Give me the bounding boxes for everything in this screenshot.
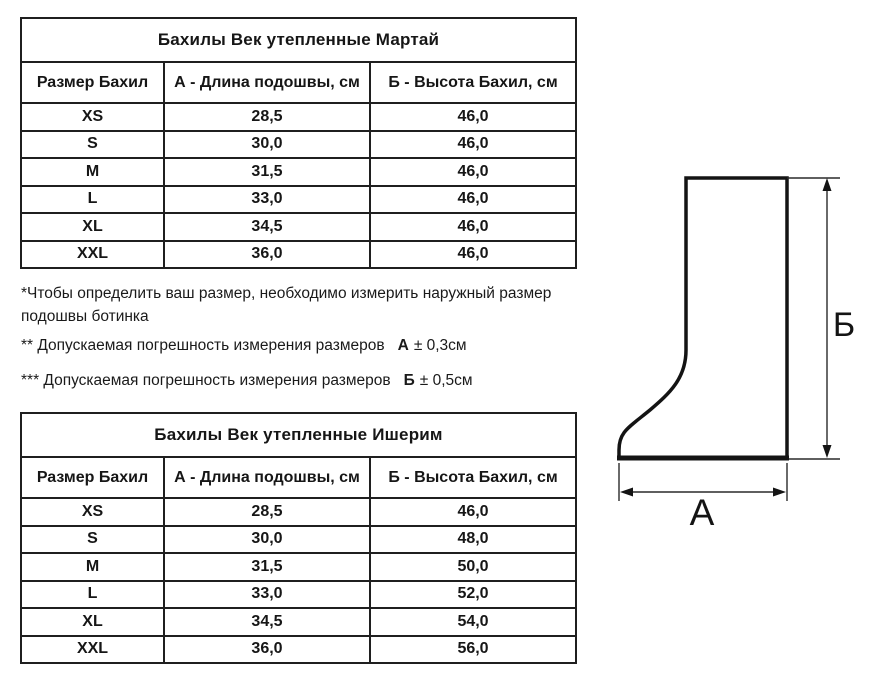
- length-cell: 28,5: [164, 103, 370, 131]
- arrowhead-right: [773, 488, 786, 497]
- length-cell: 28,5: [164, 498, 370, 526]
- length-label: А: [689, 492, 715, 533]
- tolerance-b-value: ± 0,5см: [419, 372, 473, 389]
- arrowhead-up: [823, 178, 832, 191]
- size-cell: XS: [21, 498, 164, 526]
- boot-diagram: [600, 160, 862, 550]
- height-cell: 46,0: [370, 213, 576, 241]
- size-cell: M: [21, 553, 164, 581]
- note-line: *Чтобы определить ваш размер, необходимо измерить наружный размер: [21, 285, 552, 302]
- height-cell: 54,0: [370, 608, 576, 636]
- length-cell: 33,0: [164, 581, 370, 609]
- size-cell: XL: [21, 608, 164, 636]
- size-cell: XXL: [21, 241, 164, 269]
- tolerance-a-value: ± 0,3см: [413, 337, 467, 354]
- column-header-boot-height: Б - Высота Бахил, см: [370, 62, 576, 103]
- size-cell: XL: [21, 213, 164, 241]
- column-header-sole-length: А - Длина подошвы, см: [164, 457, 370, 498]
- dimension-a-label: А: [397, 337, 409, 354]
- length-cell: 31,5: [164, 553, 370, 581]
- note-line: подошвы ботинка: [21, 308, 149, 325]
- length-cell: 36,0: [164, 636, 370, 664]
- length-cell: 33,0: [164, 186, 370, 214]
- length-cell: 30,0: [164, 526, 370, 554]
- table-row: [21, 526, 576, 554]
- height-cell: 48,0: [370, 526, 576, 554]
- height-label: Б: [832, 306, 856, 344]
- table-row: [21, 608, 576, 636]
- note-text: *** Допускаемая погрешность измерения размеров: [21, 372, 391, 389]
- size-cell: XXL: [21, 636, 164, 664]
- length-cell: 34,5: [164, 608, 370, 636]
- size-cell: XS: [21, 103, 164, 131]
- size-cell: S: [21, 526, 164, 554]
- table-row: [21, 581, 576, 609]
- arrowhead-left: [620, 488, 633, 497]
- length-cell: 36,0: [164, 241, 370, 269]
- size-cell: L: [21, 186, 164, 214]
- size-cell: M: [21, 158, 164, 186]
- table-row: [21, 241, 576, 269]
- size-cell: S: [21, 131, 164, 159]
- height-cell: 46,0: [370, 131, 576, 159]
- size-table-martai: [20, 17, 577, 269]
- height-cell: 46,0: [370, 103, 576, 131]
- table-row: [21, 186, 576, 214]
- table-row: [21, 213, 576, 241]
- table-title-isherim: Бахилы Век утепленные Ишерим: [21, 413, 576, 457]
- note-text: ** Допускаемая погрешность измерения размеров: [21, 337, 385, 354]
- size-table-isherim: [20, 412, 577, 664]
- height-cell: 52,0: [370, 581, 576, 609]
- table-header-row: [21, 457, 576, 498]
- column-header-size: Размер Бахил: [21, 62, 164, 103]
- table-row: [21, 498, 576, 526]
- table-title-row: [21, 413, 576, 457]
- size-cell: L: [21, 581, 164, 609]
- table-row: [21, 103, 576, 131]
- height-cell: 46,0: [370, 241, 576, 269]
- height-cell: 46,0: [370, 186, 576, 214]
- length-cell: 31,5: [164, 158, 370, 186]
- length-cell: 34,5: [164, 213, 370, 241]
- height-cell: 56,0: [370, 636, 576, 664]
- note-measure-instruction: [21, 282, 566, 328]
- note-tolerance-b: [21, 372, 581, 390]
- table-header-row: [21, 62, 576, 103]
- note-tolerance-a: [21, 337, 581, 355]
- column-header-size: Размер Бахил: [21, 457, 164, 498]
- column-header-boot-height: Б - Высота Бахил, см: [370, 457, 576, 498]
- height-cell: 46,0: [370, 498, 576, 526]
- height-cell: 46,0: [370, 158, 576, 186]
- table-row: [21, 131, 576, 159]
- table-title-row: [21, 18, 576, 62]
- table-row: [21, 158, 576, 186]
- dimension-b-label: Б: [403, 372, 415, 389]
- boot-outline: [619, 178, 787, 458]
- table-title-martai: Бахилы Век утепленные Мартай: [21, 18, 576, 62]
- table-row: [21, 636, 576, 664]
- table-row: [21, 553, 576, 581]
- arrowhead-down: [823, 445, 832, 458]
- column-header-sole-length: А - Длина подошвы, см: [164, 62, 370, 103]
- length-cell: 30,0: [164, 131, 370, 159]
- height-cell: 50,0: [370, 553, 576, 581]
